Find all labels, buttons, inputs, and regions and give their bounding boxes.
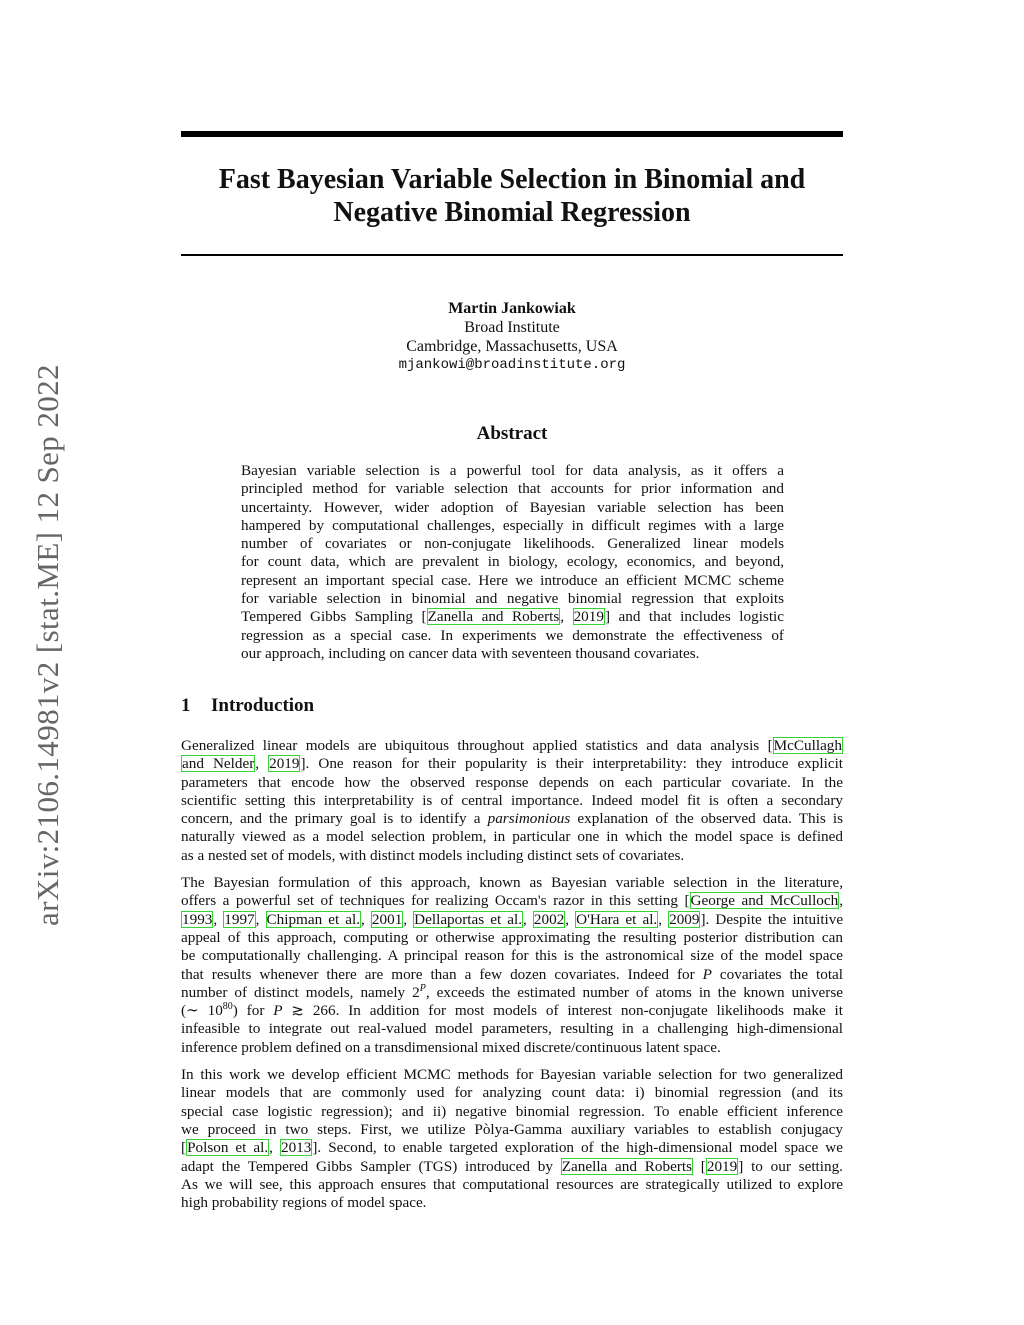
citation-link[interactable]: Chipman et al. xyxy=(266,910,361,928)
body-line: appeal of this approach, computing or otherwise approximating the resulting posterior distribution can xyxy=(181,928,843,946)
text: offers a powerful set of techniques for realizing Occam's razor in this setting [ xyxy=(181,892,690,910)
body-line: 1993, 1997, Chipman et al., 2001, Dellaportas et al., 2002, O'Hara et al., 2009]. Despite the intuitive xyxy=(182,910,844,928)
text: that results whenever there are more than a few dozen covariates. Indeed for xyxy=(181,965,703,983)
abstract-line: Bayesian variable selection is a powerful tool for data analysis, as it offers a xyxy=(241,462,784,479)
title-line-1: Fast Bayesian Variable Selection in Binomial and xyxy=(218,164,806,195)
section-number: 1 xyxy=(181,695,191,716)
body-line xyxy=(181,1158,843,1176)
abstract-line: principled method for variable selection that accounts for prior information and xyxy=(241,480,784,498)
text: number of distinct models, namely 2 xyxy=(181,983,420,1001)
body-line xyxy=(181,755,843,773)
paragraph xyxy=(181,874,843,1057)
text: (∼ 10 xyxy=(181,1002,223,1020)
text: , xyxy=(255,755,269,773)
author-block xyxy=(181,299,843,375)
abstract-line: our approach, including on cancer data with seventeen thousand covariates. xyxy=(241,644,700,662)
paragraph xyxy=(181,1066,843,1212)
text: covariates the total xyxy=(711,965,843,983)
paper-title xyxy=(181,163,843,229)
body-line: As we will see, this approach ensures that computational resources are strategically utilized to explore xyxy=(181,1175,843,1193)
text: , xyxy=(560,608,573,626)
body-line: be computationally challenging. A principal reason for this is the astronomical size of the model space xyxy=(181,947,843,965)
author-name: Martin Jankowiak xyxy=(448,300,576,317)
body-line: The Bayesian formulation of this approach, known as Bayesian variable selection in the literature, xyxy=(181,874,843,892)
emphasis: parsimonious xyxy=(487,810,571,828)
citation-link[interactable]: O'Hara et al. xyxy=(576,910,658,928)
body-line: high probability regions of model space. xyxy=(181,1194,427,1212)
body-line xyxy=(181,892,843,910)
author-affiliation: Broad Institute xyxy=(464,319,560,336)
body-line: scientific setting this interpretability is of central importance. Indeed model fit is often a secondary xyxy=(181,791,843,809)
math-variable: P xyxy=(273,1002,283,1020)
citation-link[interactable]: 2019 xyxy=(269,755,300,773)
body-line: inference problem defined on a transdimensional mixed discrete/continuous latent space. xyxy=(181,1038,721,1056)
body-line: [Polson et al., 2013]. Second, to enable targeted exploration of the high-dimensional model space we xyxy=(181,1139,843,1157)
abstract-line: represent an important special case. Here we introduce an efficient MCMC scheme xyxy=(241,571,784,589)
abstract-line: for count data, which are prevalent in biology, ecology, economics, and beyond, xyxy=(241,553,784,571)
citation-link[interactable]: 1997 xyxy=(224,910,255,928)
body-line: we proceed in two steps. First, we utilize Pòlya-Gamma auxiliary variables to establish conjugacy xyxy=(181,1120,843,1138)
arxiv-identifier: arXiv:2106.14981v2 [stat.ME] 12 Sep 2022 xyxy=(30,364,66,926)
text: concern, and the primary goal is to identify a xyxy=(181,810,488,828)
author-email[interactable]: mjankowi@broadinstitute.org xyxy=(398,357,626,373)
title-top-rule xyxy=(181,131,843,137)
text: ≳ 266. In addition for most models of interest non-conjugate likelihoods make it xyxy=(282,1002,843,1020)
abstract-line: for variable selection in binomial and negative binomial regression that exploits xyxy=(241,590,784,608)
citation-link[interactable]: Zanella and Roberts xyxy=(427,608,560,626)
abstract-line: hampered by computational challenges, especially in difficult regimes with a large xyxy=(241,516,784,534)
citation-link[interactable]: Zanella and Roberts xyxy=(561,1157,693,1175)
citation-link[interactable]: and Nelder xyxy=(182,755,255,773)
text: ] and that includes logistic xyxy=(604,608,785,626)
abstract-line: uncertainty. However, wider adoption of Bayesian variable selection has been xyxy=(241,498,784,516)
citation-link[interactable]: Polson et al. xyxy=(187,1139,269,1157)
body-line xyxy=(181,966,843,984)
body-line: In this work we develop efficient MCMC methods for Bayesian variable selection for two generalized xyxy=(181,1066,843,1084)
section-heading xyxy=(181,695,314,717)
section-title: Introduction xyxy=(211,695,315,716)
body-line xyxy=(181,984,843,1002)
body-line: naturally viewed as a model selection problem, in particular one in which the model space is defined xyxy=(181,828,843,846)
author-location: Cambridge, Massachusetts, USA xyxy=(406,338,618,355)
text: , exceeds the estimated number of atoms in the known universe xyxy=(425,983,843,1001)
text: ) for xyxy=(232,1002,274,1020)
title-line-2: Negative Binomial Regression xyxy=(333,197,691,228)
body-line: linear models that are commonly used for analyzing count data: i) binomial regression (and its xyxy=(181,1084,843,1102)
text: ]. Second, to enable targeted exploration of the high-dimensional model space we xyxy=(312,1139,843,1157)
body-line: special case logistic regression); and ii) negative binomial regression. To enable efficient inference xyxy=(181,1102,843,1120)
title-bottom-rule xyxy=(181,254,843,256)
abstract-line: regression as a special case. In experiments we demonstrate the effectiveness of xyxy=(241,626,784,644)
citation-link[interactable]: 2002 xyxy=(533,910,565,928)
abstract-text xyxy=(241,462,784,663)
introduction-body xyxy=(181,737,843,1221)
citation-link[interactable]: Dellaportas et al. xyxy=(414,910,523,928)
body-line: infeasible to integrate out real-valued model parameters, resulting in a challenging high-dimensional xyxy=(181,1020,843,1038)
text: adapt the Tempered Gibbs Sampler (TGS) introduced by xyxy=(181,1157,561,1175)
arxiv-sidebar xyxy=(18,320,78,970)
citation-link[interactable]: 2019 xyxy=(706,1157,738,1175)
abstract-line: number of covariates or non-conjugate likelihoods. Generalized linear models xyxy=(241,535,784,553)
math-variable: P xyxy=(702,965,712,983)
text: ]. Despite the intuitive xyxy=(700,910,844,928)
citation-link[interactable]: 2001 xyxy=(371,910,403,928)
citation-link[interactable]: 1993 xyxy=(182,910,213,928)
citation-link[interactable]: 2019 xyxy=(573,608,604,626)
text: ] to our setting. xyxy=(738,1157,843,1175)
text: [ xyxy=(693,1157,706,1175)
body-line xyxy=(181,737,843,755)
citation-link[interactable]: McCullagh xyxy=(773,737,842,754)
body-line: as a nested set of models, with distinct models including distinct sets of covariates. xyxy=(181,846,685,864)
text: ]. One reason for their popularity is their interpretability: they introduce explicit xyxy=(300,755,844,773)
paragraph xyxy=(181,737,843,865)
citation-link[interactable]: 2009 xyxy=(669,910,700,928)
body-line: parameters that encode how the observed response depends on each particular covariate. In the xyxy=(181,773,843,791)
math-superscript: 80 xyxy=(222,1001,233,1013)
text: [ xyxy=(181,1139,187,1157)
abstract-heading: Abstract xyxy=(476,423,548,444)
body-line xyxy=(181,1002,843,1020)
body-line xyxy=(181,810,843,828)
text: Tempered Gibbs Sampling [ xyxy=(241,608,427,626)
citation-link[interactable]: George and McCulloch xyxy=(690,892,839,910)
abstract-line xyxy=(241,608,784,626)
text: Generalized linear models are ubiquitous throughout applied statistics and data analysis [ xyxy=(181,737,773,754)
text: explanation of the observed data. This is xyxy=(570,810,843,828)
math-superscript: P xyxy=(419,982,426,994)
text: , xyxy=(839,892,844,910)
citation-link[interactable]: 2013 xyxy=(280,1139,312,1157)
